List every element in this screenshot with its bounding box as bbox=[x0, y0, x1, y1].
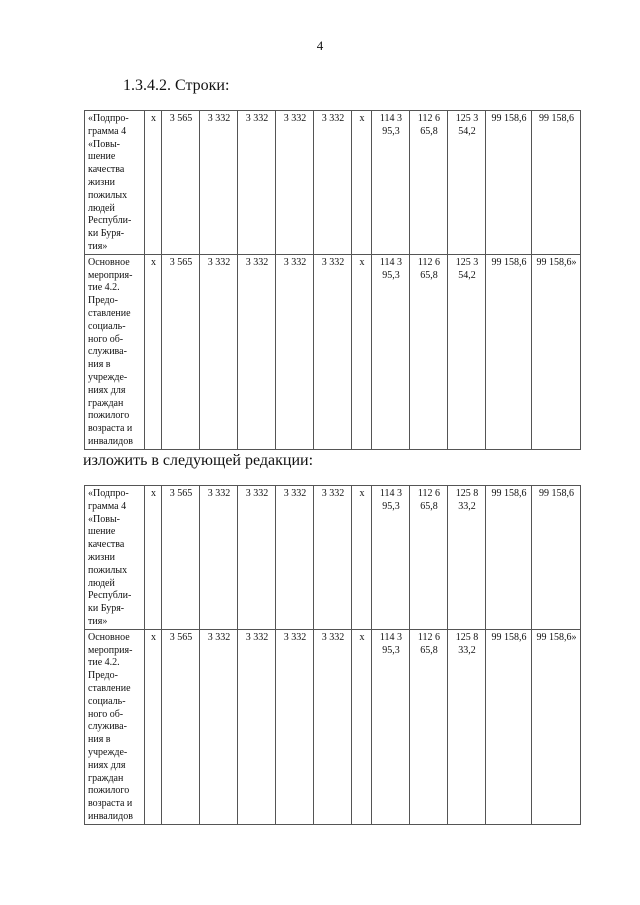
row-name-line: учрежде- bbox=[88, 746, 128, 758]
row-name-line: ки Буря- bbox=[88, 603, 125, 615]
row-name-line: «Подпро- bbox=[88, 488, 129, 499]
value-line: 33,2 bbox=[458, 500, 476, 512]
value-cell-6: 3 332 bbox=[314, 111, 352, 255]
row-name-line: ния в bbox=[88, 359, 111, 371]
row-name-line: служива- bbox=[88, 721, 127, 733]
value-cell-9 bbox=[410, 629, 448, 824]
row-name-line: качества bbox=[88, 164, 125, 176]
row-name-line: Республи- bbox=[88, 215, 132, 227]
value-cell-4: 3 332 bbox=[238, 111, 276, 255]
table-body bbox=[85, 486, 581, 825]
value-cell-8 bbox=[372, 254, 410, 449]
row-name-line: граждан bbox=[88, 397, 124, 409]
row-name-line: пожилого bbox=[88, 410, 130, 422]
row-name-line: ставление bbox=[88, 307, 131, 319]
table-new-rows bbox=[84, 485, 581, 825]
value-cell-8 bbox=[372, 111, 410, 255]
row-name-line: Основное bbox=[88, 256, 130, 268]
value-cell-5: 3 332 bbox=[276, 254, 314, 449]
row-name-line: людей bbox=[88, 577, 115, 589]
value-cell-6: 3 332 bbox=[314, 254, 352, 449]
row-name-cell bbox=[85, 254, 145, 449]
row-name-line: возраста и bbox=[88, 798, 133, 810]
row-name-line: людей bbox=[88, 202, 115, 214]
row-name-line: шение bbox=[88, 526, 116, 538]
value-line: 114 3 bbox=[379, 488, 403, 499]
row-name-line: ставление bbox=[88, 682, 131, 694]
row-name-line: пожилых bbox=[88, 189, 128, 201]
row-name-line: ния в bbox=[88, 734, 111, 746]
value-cell-7: x bbox=[352, 629, 372, 824]
row-name-line: возраста и bbox=[88, 423, 133, 435]
value-cell-8 bbox=[372, 629, 410, 824]
value-line: 112 6 bbox=[417, 256, 441, 268]
value-cell-4: 3 332 bbox=[238, 629, 276, 824]
value-line: 112 6 bbox=[417, 113, 441, 124]
value-cell-1: x bbox=[145, 629, 162, 824]
value-line: 95,3 bbox=[382, 125, 400, 137]
value-cell-7: x bbox=[352, 111, 372, 255]
instruction-text: изложить в следующей редакции: bbox=[83, 452, 314, 469]
value-line: 54,2 bbox=[458, 269, 476, 281]
value-line: 54,2 bbox=[458, 125, 476, 137]
row-name-line: инвалидов bbox=[88, 435, 133, 447]
value-cell-2: 3 565 bbox=[162, 111, 200, 255]
table-row bbox=[85, 629, 581, 824]
value-cell-9 bbox=[410, 254, 448, 449]
value-cell-4: 3 332 bbox=[238, 254, 276, 449]
row-name-line: шение bbox=[88, 151, 116, 163]
row-name-cell bbox=[85, 629, 145, 824]
value-cell-10 bbox=[448, 629, 486, 824]
row-name-line: ного об- bbox=[88, 333, 124, 345]
value-line: 114 3 bbox=[379, 631, 403, 643]
value-line: 112 6 bbox=[417, 488, 441, 499]
row-name-line: мероприя- bbox=[88, 644, 133, 656]
row-name-line: Предо- bbox=[88, 670, 118, 682]
row-name-line: социаль- bbox=[88, 695, 126, 707]
value-line: 65,8 bbox=[420, 500, 438, 512]
value-cell-12: 99 158,6 bbox=[532, 486, 581, 630]
section-heading: 1.3.4.2. Строки: bbox=[123, 77, 230, 94]
row-name-line: Основное bbox=[88, 631, 130, 643]
row-name-line: пожилых bbox=[88, 564, 128, 576]
value-cell-12: 99 158,6» bbox=[532, 629, 581, 824]
value-line: 95,3 bbox=[382, 269, 400, 281]
row-name-line: тие 4.2. bbox=[88, 657, 120, 669]
value-cell-10 bbox=[448, 111, 486, 255]
row-name-cell bbox=[85, 486, 145, 630]
row-name-cell bbox=[85, 111, 145, 255]
row-name-line: грамма 4 bbox=[88, 500, 127, 512]
row-name-line: ниях для bbox=[88, 759, 126, 771]
value-cell-3: 3 332 bbox=[200, 486, 238, 630]
value-cell-6: 3 332 bbox=[314, 486, 352, 630]
value-cell-9 bbox=[410, 486, 448, 630]
row-name-line: жизни bbox=[88, 551, 115, 563]
value-cell-6: 3 332 bbox=[314, 629, 352, 824]
row-name-line: пожилого bbox=[88, 785, 130, 797]
value-cell-7: x bbox=[352, 254, 372, 449]
row-name-line: инвалидов bbox=[88, 810, 133, 822]
row-name-line: Республи- bbox=[88, 590, 132, 602]
value-line: 112 6 bbox=[417, 631, 441, 643]
value-line: 65,8 bbox=[420, 125, 438, 137]
value-cell-11: 99 158,6 bbox=[486, 254, 532, 449]
value-line: 65,8 bbox=[420, 644, 438, 656]
value-cell-3: 3 332 bbox=[200, 629, 238, 824]
row-name-line: «Подпро- bbox=[88, 113, 129, 124]
value-cell-4: 3 332 bbox=[238, 486, 276, 630]
value-cell-5: 3 332 bbox=[276, 629, 314, 824]
value-cell-11: 99 158,6 bbox=[486, 486, 532, 630]
value-cell-2: 3 565 bbox=[162, 486, 200, 630]
value-line: 95,3 bbox=[382, 500, 400, 512]
row-name-line: ного об- bbox=[88, 708, 124, 720]
value-cell-10 bbox=[448, 254, 486, 449]
value-cell-11: 99 158,6 bbox=[486, 629, 532, 824]
value-line: 33,2 bbox=[458, 644, 476, 656]
row-name-line: тие 4.2. bbox=[88, 282, 120, 294]
row-name-line: «Повы- bbox=[88, 138, 120, 150]
value-cell-11: 99 158,6 bbox=[486, 111, 532, 255]
value-cell-12: 99 158,6» bbox=[532, 254, 581, 449]
row-name-line: ки Буря- bbox=[88, 228, 125, 240]
page-number: 4 bbox=[316, 38, 324, 53]
value-cell-1: x bbox=[145, 486, 162, 630]
table-row bbox=[85, 254, 581, 449]
value-cell-3: 3 332 bbox=[200, 111, 238, 255]
value-line: 125 3 bbox=[455, 256, 479, 268]
value-line: 65,8 bbox=[420, 269, 438, 281]
row-name-line: служива- bbox=[88, 346, 127, 358]
value-cell-2: 3 565 bbox=[162, 254, 200, 449]
value-cell-5: 3 332 bbox=[276, 486, 314, 630]
row-name-line: грамма 4 bbox=[88, 125, 127, 137]
row-name-line: учрежде- bbox=[88, 371, 128, 383]
row-name-line: качества bbox=[88, 539, 125, 551]
row-name-line: граждан bbox=[88, 772, 124, 784]
row-name-line: социаль- bbox=[88, 320, 126, 332]
row-name-line: ниях для bbox=[88, 384, 126, 396]
value-cell-8 bbox=[372, 486, 410, 630]
value-cell-3: 3 332 bbox=[200, 254, 238, 449]
table-old-rows bbox=[84, 110, 581, 450]
value-line: 95,3 bbox=[382, 644, 400, 656]
value-line: 114 3 bbox=[379, 113, 403, 124]
table-row bbox=[85, 486, 581, 630]
value-line: 114 3 bbox=[379, 256, 403, 268]
row-name-line: тия» bbox=[88, 615, 108, 627]
row-name-line: «Повы- bbox=[88, 513, 120, 525]
row-name-line: жизни bbox=[88, 176, 115, 188]
value-cell-5: 3 332 bbox=[276, 111, 314, 255]
table-body bbox=[85, 111, 581, 450]
value-line: 125 8 bbox=[455, 488, 479, 499]
value-cell-2: 3 565 bbox=[162, 629, 200, 824]
row-name-line: мероприя- bbox=[88, 269, 133, 281]
value-cell-12: 99 158,6 bbox=[532, 111, 581, 255]
value-line: 125 3 bbox=[455, 113, 479, 124]
value-cell-9 bbox=[410, 111, 448, 255]
value-line: 125 8 bbox=[455, 631, 479, 643]
value-cell-1: x bbox=[145, 111, 162, 255]
value-cell-10 bbox=[448, 486, 486, 630]
value-cell-1: x bbox=[145, 254, 162, 449]
value-cell-7: x bbox=[352, 486, 372, 630]
row-name-line: Предо- bbox=[88, 295, 118, 307]
row-name-line: тия» bbox=[88, 240, 108, 252]
table-row bbox=[85, 111, 581, 255]
